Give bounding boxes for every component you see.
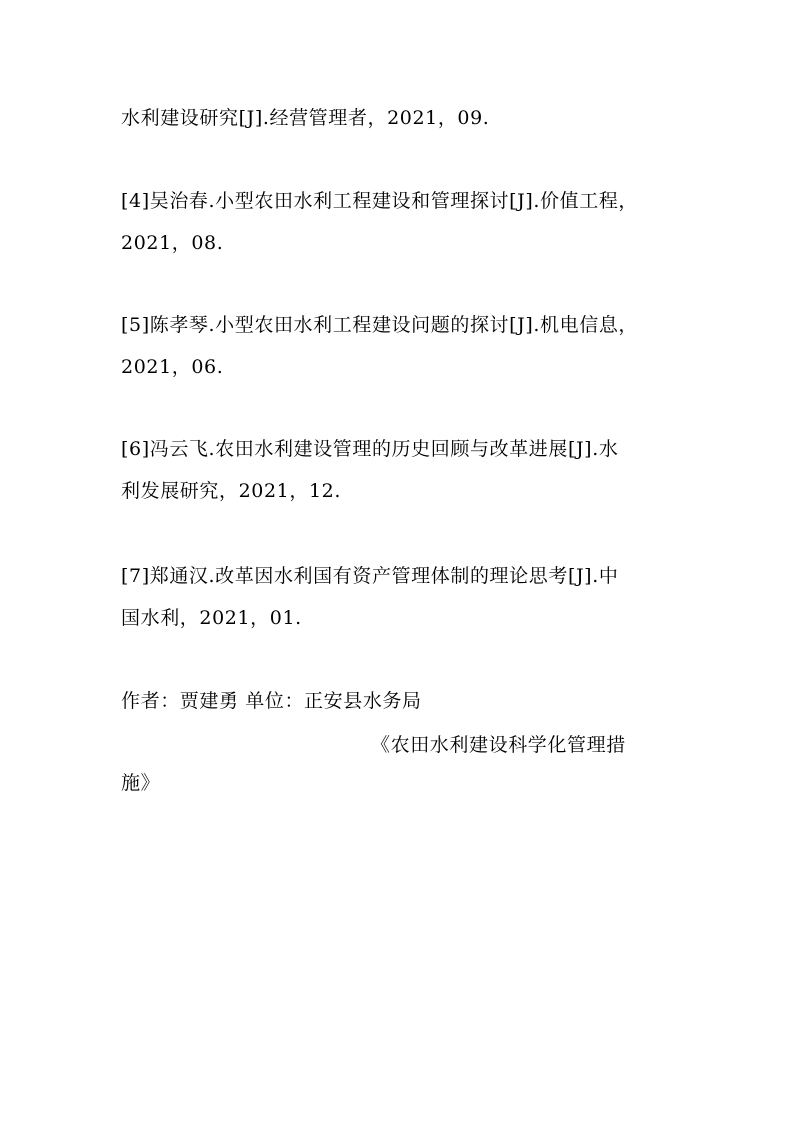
reference-5-line-1: [5]陈孝琴.小型农田水利工程建设问题的探讨[J].机电信息， (121, 314, 639, 336)
reference-3-continuation: 水利建设研究[J].经营管理者，2021，09. (121, 107, 490, 129)
reference-6-line-1: [6]冯云飞.农田水利建设管理的历史回顾与改革进展[J].水 (121, 438, 619, 460)
article-title-line-2: 施》 (121, 772, 161, 794)
reference-6-line-2: 利发展研究，2021，12. (121, 480, 341, 502)
reference-4-line-2: 2021，08. (121, 232, 224, 254)
author-info: 作者：贾建勇 单位：正安县水务局 (121, 690, 422, 712)
article-title-line-1: 《农田水利建设科学化管理措 (371, 734, 626, 756)
reference-5-line-2: 2021，06. (121, 356, 224, 378)
reference-7-line-1: [7]郑通汉.改革因水利国有资产管理体制的理论思考[J].中 (121, 565, 619, 587)
reference-7-line-2: 国水利，2021，01. (121, 607, 302, 629)
reference-4-line-1: [4]吴治春.小型农田水利工程建设和管理探讨[J].价值工程， (121, 190, 639, 212)
